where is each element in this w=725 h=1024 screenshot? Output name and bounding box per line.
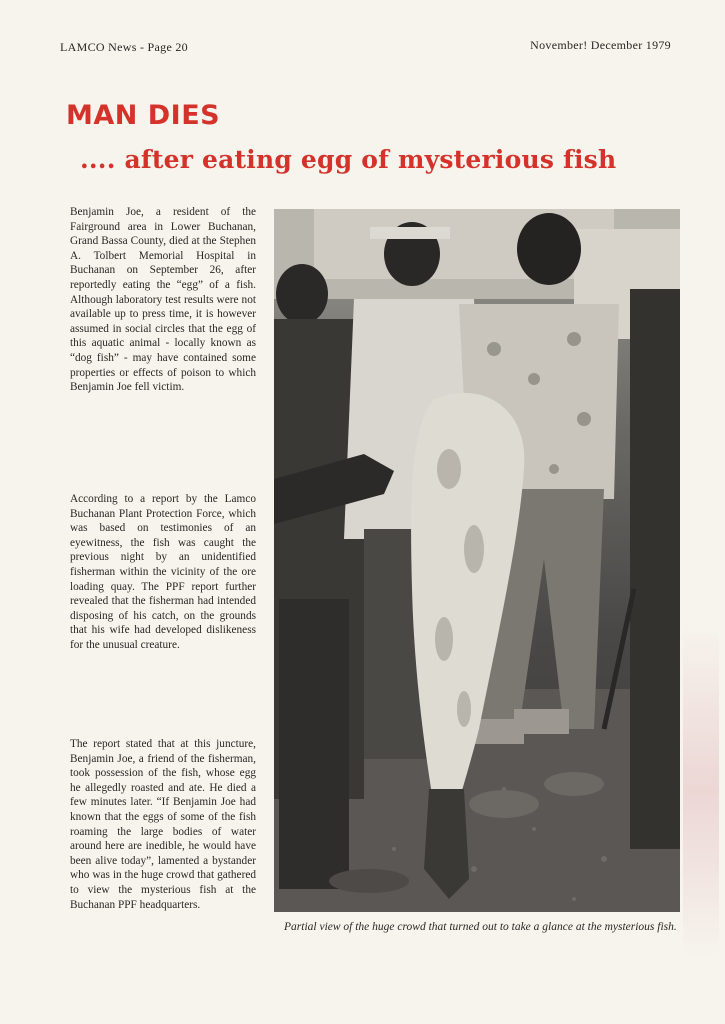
- subheadline: .... after eating egg of mysterious fish: [80, 145, 617, 174]
- photo-caption: Partial view of the huge crowd that turned out to take a glance at the mysterious fish.: [284, 921, 677, 933]
- article-paragraph-1: Benjamin Joe, a resident of the Fairground area in Lower Buchanan, Grand Bassa County, died at the Stephen A. Tolbert Memorial Hospital in Buchanan on September 26, after reportedly eating the “egg” of a fish. Although laboratory test results were not available up to press time, it is however assumed in social circles that the egg of this aquatic animal - locally known as “dog fish” - may have contained some properties or effects of poison to which Benjamin Joe fell victim.: [70, 206, 256, 394]
- news-photo: [274, 209, 680, 912]
- running-header-left: LAMCO News - Page 20: [60, 40, 188, 54]
- running-header-date: November! December 1979: [530, 38, 671, 52]
- article-paragraph-3: The report stated that at this juncture, Benjamin Joe, a friend of the fisherman, took possession of the fish, whose egg he allegedly roasted and ate. He died a few minutes later. “If Benjamin Joe had known that the eggs of some of the fish roaming the large bodies of water around here are inedible, he would have been alive today”, lamented a bystander who was in the huge crowd that gathered to view the mysterious fish at the Buchanan PPF headquarters.: [70, 738, 256, 911]
- page-bleed-mark: [683, 620, 719, 960]
- article-paragraph-2: According to a report by the Lamco Buchanan Plant Protection Force, which was based on testimonies of an eyewitness, the fish was caught the previous night by an unidentified fisherman within the vicinity of the ore loading quay. The PPF report further revealed that the fisherman had intended disposing of his catch, on the grounds that his wife had developed dislikeness for the unusual creature.: [70, 493, 256, 651]
- headline: MAN DIES: [66, 100, 221, 131]
